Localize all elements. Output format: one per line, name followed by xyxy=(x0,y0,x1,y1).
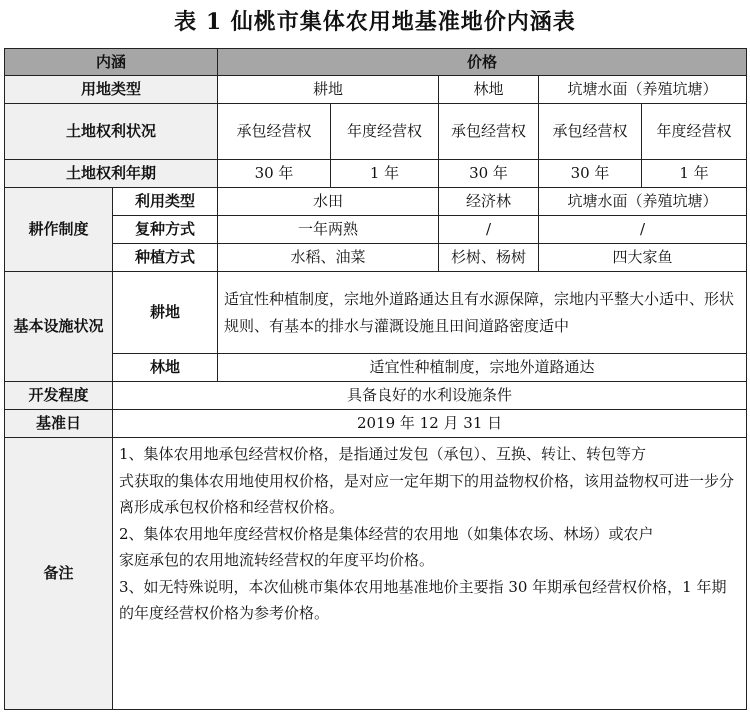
term-cell: 30 年 xyxy=(218,160,331,188)
table-title: 表 1 仙桃市集体农用地基准地价内涵表 xyxy=(174,9,576,35)
development-text: 具备良好的水利设施条件 xyxy=(113,382,747,410)
land-type-label: 用地类型 xyxy=(5,76,218,104)
rights-cell: 承包经营权 xyxy=(539,104,642,160)
development-label: 开发程度 xyxy=(5,382,113,410)
planting-forest: 杉树、杨树 xyxy=(439,244,539,272)
note-line: 1、集体农用地承包经营权价格，是指通过发包（承包）、互换、转让、转包等方 xyxy=(119,445,647,463)
header-price: 价格 xyxy=(218,49,747,76)
land-price-table xyxy=(4,48,747,710)
term-label: 土地权利年期 xyxy=(5,160,218,188)
term-cell: 1 年 xyxy=(642,160,747,188)
infra-label: 基本设施状况 xyxy=(5,272,113,382)
rights-label: 土地权利状况 xyxy=(5,104,218,160)
rights-cell: 承包经营权 xyxy=(439,104,539,160)
base-date-label: 基准日 xyxy=(5,410,113,438)
note-line: 2、集体农用地年度经营权价格是集体经营的农用地（如集体农场、林场）或农户 xyxy=(119,524,654,543)
rights-cell: 年度经营权 xyxy=(642,104,747,160)
use-type-label: 利用类型 xyxy=(113,188,218,216)
land-type-pond: 坑塘水面（养殖坑塘） xyxy=(539,76,747,104)
note-line: 式获取的集体农用地使用权价格，是对应一定年期下的用益物权价格，该用益物权可进一步分离形成承包权价格和经营权价格。 xyxy=(119,471,735,516)
multi-crop-label: 复种方式 xyxy=(113,216,218,244)
note-line: 3、如无特殊说明，本次仙桃市集体农用地基准地价主要指 30 年期承包经营权价格，1 年期的年度经营权价格为参考价格。 xyxy=(119,577,727,622)
rights-cell: 年度经营权 xyxy=(331,104,439,160)
planting-label: 种植方式 xyxy=(113,244,218,272)
base-date-text: 2019 年 12 月 31 日 xyxy=(113,410,747,438)
use-type-arable: 水田 xyxy=(218,188,439,216)
header-content: 内涵 xyxy=(5,49,218,76)
multi-crop-pond: / xyxy=(539,216,747,244)
use-type-pond: 坑塘水面（养殖坑塘） xyxy=(539,188,747,216)
term-cell: 30 年 xyxy=(439,160,539,188)
infra-arable-text: 适宜性种植制度，宗地外道路通达且有水源保障，宗地内平整大小适中、形状规则、有基本的排水与灌溉设施且田间道路密度适中 xyxy=(218,272,747,354)
land-type-arable: 耕地 xyxy=(218,76,439,104)
multi-crop-arable: 一年两熟 xyxy=(218,216,439,244)
infra-forest-label: 林地 xyxy=(113,354,218,382)
multi-crop-forest: / xyxy=(439,216,539,244)
use-type-forest: 经济林 xyxy=(439,188,539,216)
notes-label: 备注 xyxy=(5,438,113,710)
term-cell: 1 年 xyxy=(331,160,439,188)
land-type-forest: 林地 xyxy=(439,76,539,104)
infra-arable-label: 耕地 xyxy=(113,272,218,354)
planting-pond: 四大家鱼 xyxy=(539,244,747,272)
planting-arable: 水稻、油菜 xyxy=(218,244,439,272)
notes-content xyxy=(113,438,747,710)
rights-cell: 承包经营权 xyxy=(218,104,331,160)
note-line: 家庭承包的农用地流转经营权的年度平均价格。 xyxy=(119,551,435,569)
term-cell: 30 年 xyxy=(539,160,642,188)
infra-forest-text: 适宜性种植制度，宗地外道路通达 xyxy=(218,354,747,382)
farming-label: 耕作制度 xyxy=(5,188,113,272)
